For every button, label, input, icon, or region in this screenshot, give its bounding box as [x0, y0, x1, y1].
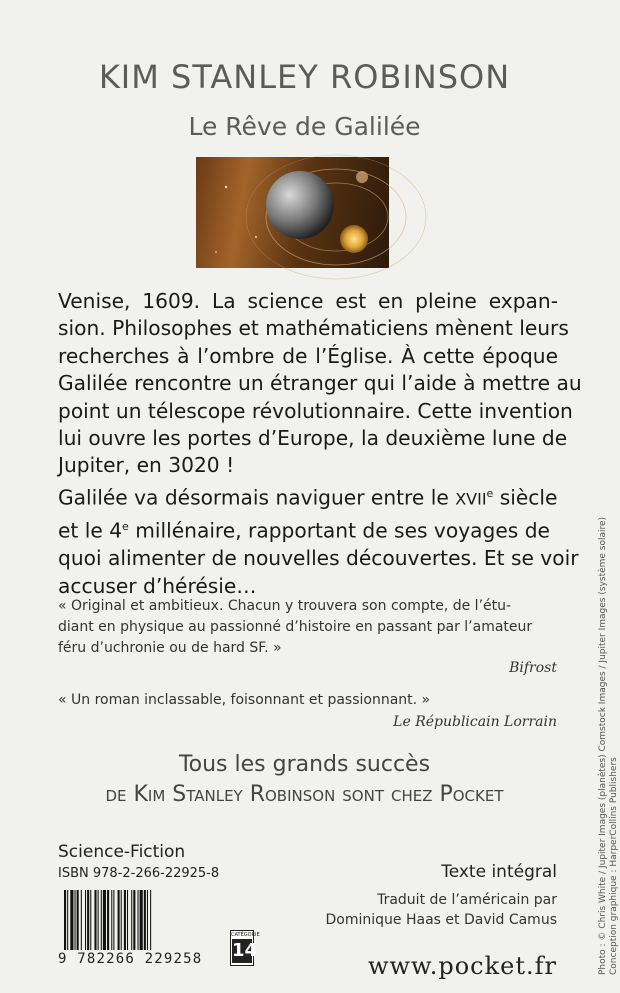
blurb-line [58, 480, 558, 513]
promo-line-2: de Kim Stanley Robinson sont chez Pocket [105, 782, 504, 807]
blurb-line: sion. Philosophes et mathématiciens mènent leurs [58, 316, 569, 341]
barcode-digits: 9 782266 229258 [58, 951, 203, 967]
review-source-1: Bifrost [509, 660, 557, 676]
blurb-fragment: siècle [493, 485, 558, 510]
author-name: KIM STANLEY ROBINSON [98, 58, 511, 96]
blurb-line: quoi alimenter de nouvelles découvertes. Et se voir [58, 546, 579, 571]
category-badge [230, 930, 260, 966]
photo-credits [598, 517, 620, 975]
review-source-2: Le Républicain Lorrain [393, 714, 557, 730]
blurb-line: point un télescope révolutionnaire. Cette invention [58, 398, 573, 423]
blurb-line: Galilée rencontre un étranger qui l’aide à mettre au [58, 371, 582, 396]
blurb-line: recherches à l’ombre de l’Église. À cette époque [58, 343, 558, 368]
blurb-line: accuser d’hérésie… [58, 573, 257, 598]
translation-line: Dominique Haas et David Camus [325, 912, 557, 928]
blurb-fragment: millénaire, rapportant de ses voyages de [128, 518, 550, 543]
integral-text-label: Texte intégral [441, 862, 557, 882]
translation-credit [297, 890, 557, 930]
barcode [64, 890, 220, 950]
translation-line: Traduit de l’américain par [377, 892, 557, 908]
blurb-fragment: et le 4 [58, 518, 123, 543]
book-blurb [58, 288, 582, 600]
genre-label: Science-Fiction [58, 842, 186, 862]
category-label: CATÉGORIE [231, 932, 260, 938]
planets-illustration [196, 157, 389, 268]
century-superscript: e [486, 486, 494, 500]
review-line: diant en physique au passionné d’histoire en passant par l’amateur [58, 619, 533, 635]
blurb-line [58, 513, 558, 545]
review-line: « Original et ambitieux. Chacun y trouvera son compte, de l’étu- [58, 598, 512, 614]
cover-illustration [196, 157, 389, 268]
category-number: 14 [232, 940, 258, 961]
promo-line-1: Tous les grands succès [178, 752, 431, 777]
review-quote-2 [58, 690, 558, 711]
review-quote-1 [58, 596, 558, 659]
century-numeral: XVII [455, 489, 487, 509]
website-url: www.pocket.fr [367, 952, 557, 980]
isbn-number: ISBN 978-2-266-22925-8 [58, 866, 220, 881]
review-line: « Un roman inclassable, foisonnant et passionnant. » [58, 692, 431, 708]
credit-line: Photo : © Chris White / Jupiter Images (planètes) Comstock Images / Jupiter Images (système solaire) [598, 516, 608, 975]
book-title: Le Rêve de Galilée [188, 112, 421, 141]
millennium-superscript: e [122, 519, 129, 533]
blurb-fragment: Galilée va désormais naviguer entre le [58, 485, 456, 510]
credit-line: Conception graphique : HarperCollins Publishers [609, 757, 619, 975]
blurb-line: Venise, 1609. La science est en pleine expan- [58, 289, 558, 313]
blurb-line: Jupiter, en 3020 ! [58, 453, 235, 478]
review-line: féru d’uchronie ou de hard SF. » [58, 640, 282, 656]
blurb-line: lui ouvre les portes d’Europe, la deuxième lune de [58, 426, 568, 451]
